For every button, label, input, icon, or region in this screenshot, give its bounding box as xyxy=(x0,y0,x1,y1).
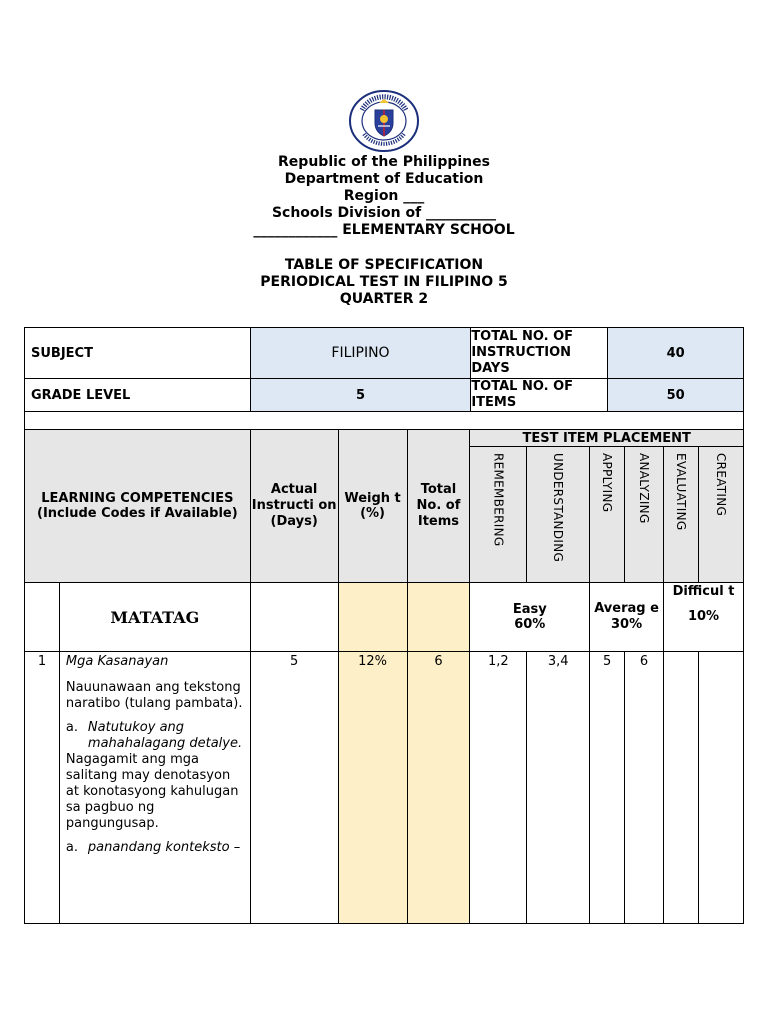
evaluating-items xyxy=(664,652,699,924)
remembering-items: 1,2 xyxy=(470,652,527,924)
grade-level-label: GRADE LEVEL xyxy=(25,379,251,412)
title-line-test: PERIODICAL TEST IN FILIPINO 5 xyxy=(260,274,508,290)
competency-cell xyxy=(59,652,250,924)
competency-item-a2: a. panandang konteksto – xyxy=(65,840,241,855)
days-value: 5 xyxy=(250,652,338,924)
info-table xyxy=(24,327,744,430)
level-evaluating: EVALUATING xyxy=(664,447,699,583)
level-understanding: UNDERSTANDING xyxy=(527,447,590,583)
school-header xyxy=(0,154,768,239)
specification-table xyxy=(24,429,744,924)
creating-items xyxy=(698,652,743,924)
total-items-value: 50 xyxy=(608,379,744,412)
header-line-region: Region ___ xyxy=(343,188,425,204)
competency-paragraph-2: Nagagamit ang mga salitang may denotasyon at konotasyong kahulugan sa pagbuo ng pangungusap. xyxy=(65,752,239,831)
title-line-quarter: QUARTER 2 xyxy=(339,291,429,307)
actual-days-header: Actual Instructi on (Days) xyxy=(250,430,338,583)
document-title xyxy=(0,257,768,308)
total-items-label: TOTAL NO. OF ITEMS xyxy=(471,379,608,412)
level-remembering: REMEMBERING xyxy=(470,447,527,583)
average-band xyxy=(590,583,664,652)
header-line-division: Schools Division of __________ xyxy=(271,205,497,221)
test-item-placement-header: TEST ITEM PLACEMENT xyxy=(470,430,744,447)
level-creating: CREATING xyxy=(698,447,743,583)
subject-label: SUBJECT xyxy=(25,328,251,379)
deped-seal-logo xyxy=(348,90,420,152)
average-label: Averag e xyxy=(594,601,659,616)
average-percent: 30% xyxy=(611,617,643,632)
grade-level-value: 5 xyxy=(250,379,471,412)
difficulty-days-cell xyxy=(250,583,338,652)
weight-value: 12% xyxy=(338,652,407,924)
header-line-republic: Republic of the Philippines xyxy=(278,154,490,170)
level-analyzing: ANALYZING xyxy=(625,447,664,583)
difficult-percent: 10% xyxy=(687,609,720,624)
applying-items: 5 xyxy=(590,652,625,924)
subject-value: FILIPINO xyxy=(250,328,471,379)
competency-item-a1: a. Natutukoy ang mahahalagang detalye. xyxy=(65,720,243,751)
total-items-header: Total No. of Items xyxy=(407,430,470,583)
difficulty-num-cell xyxy=(25,583,60,652)
items-value: 6 xyxy=(407,652,470,924)
difficulty-items-cell xyxy=(407,583,470,652)
easy-label: Easy xyxy=(512,602,547,617)
easy-band xyxy=(470,583,590,652)
spacer-row xyxy=(25,412,744,430)
difficult-label: Difficul t xyxy=(672,584,735,599)
row-number: 1 xyxy=(25,652,60,924)
difficulty-weight-cell xyxy=(338,583,407,652)
instruction-days-label: TOTAL NO. OF INSTRUCTION DAYS xyxy=(471,328,608,379)
analyzing-items: 6 xyxy=(625,652,664,924)
difficult-band xyxy=(664,583,744,652)
level-applying: APPLYING xyxy=(590,447,625,583)
matatag-label: MATATAG xyxy=(59,583,250,652)
understanding-items: 3,4 xyxy=(527,652,590,924)
weight-header: Weigh t (%) xyxy=(338,430,407,583)
header-line-school: ____________ ELEMENTARY SCHOOL xyxy=(253,222,515,238)
easy-percent: 60% xyxy=(514,617,546,632)
topic-label: Mga Kasanayan xyxy=(65,654,169,669)
title-line-tos: TABLE OF SPECIFICATION xyxy=(284,257,484,273)
instruction-days-value: 40 xyxy=(608,328,744,379)
competencies-header: LEARNING COMPETENCIES (Include Codes if Available) xyxy=(25,430,251,583)
header-line-department: Department of Education xyxy=(284,171,484,187)
competency-paragraph-1: Nauunawaan ang tekstong naratibo (tulang pambata). xyxy=(65,680,243,711)
table-row xyxy=(25,652,744,924)
